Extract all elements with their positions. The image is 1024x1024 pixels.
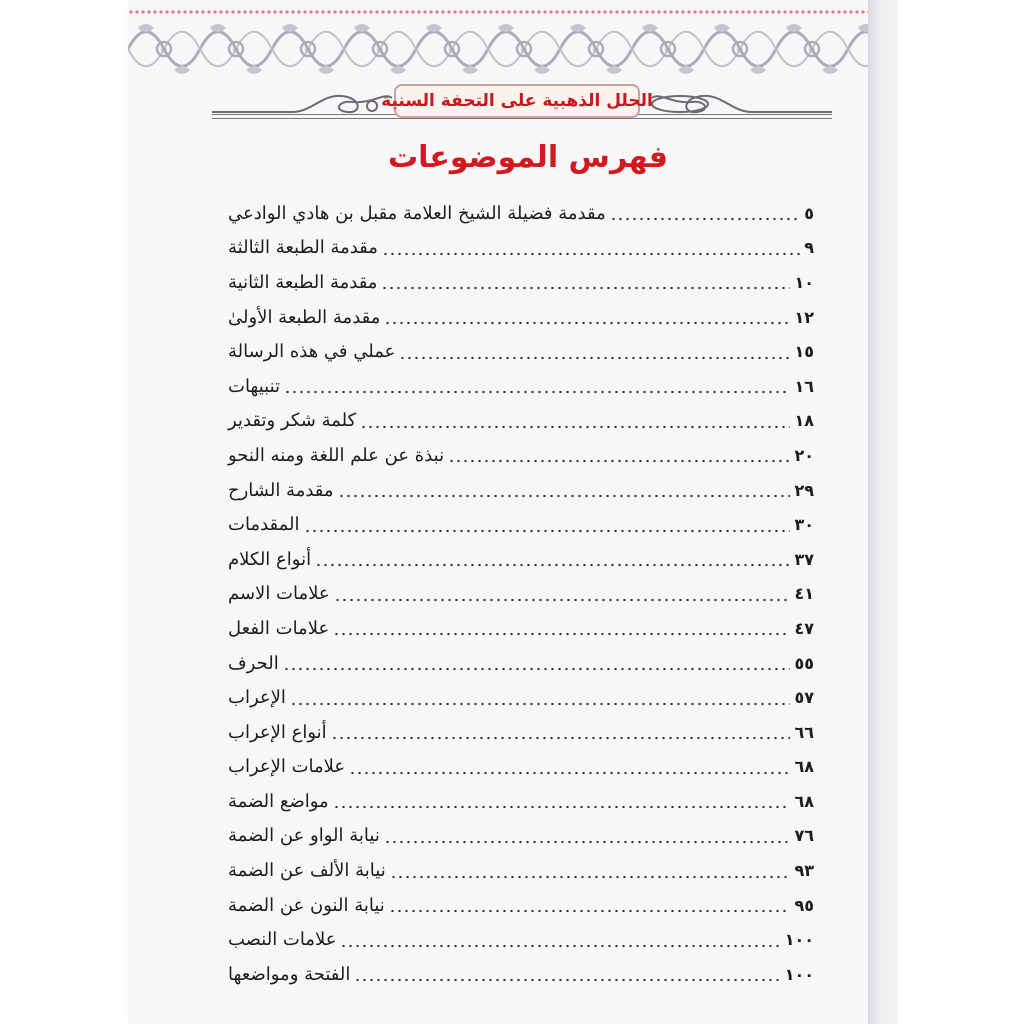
toc-entry-page: ٦٨ [794,757,814,777]
toc-leader-dots [315,550,790,568]
toc-entry [224,819,814,854]
toc-entry [224,438,814,473]
toc-entry-label: مقدمة الشارح [228,479,334,501]
toc-entry [224,646,814,681]
toc-entry-label: عملي في هذه الرسالة [228,341,396,363]
toc-entry-label: علامات الفعل [228,617,330,639]
toc-entry-page: ٥٧ [794,688,814,708]
toc-entry [224,507,814,542]
toc-entry-page: ٩٥ [794,895,814,915]
toc-leader-dots [338,481,791,499]
running-title-box [381,84,653,118]
toc-entry [224,300,814,335]
toc-entry [224,957,814,992]
toc-entry-page: ١٠ [794,272,814,292]
ornamental-header-band [128,0,868,90]
toc-entry-label: أنواع الإعراب [228,721,327,743]
toc-leader-dots [290,689,791,707]
toc-entry [224,577,814,612]
toc-entry-page: ٢٩ [794,480,814,500]
toc-leader-dots [399,343,790,361]
toc-entry-label: الإعراب [228,687,286,709]
toc-entry-label: مواضع الضمة [228,790,329,812]
toc-entry [224,922,814,957]
toc-entry-label: الفتحة ومواضعها [228,963,351,985]
toc-entry-label: علامات الإعراب [228,756,346,778]
toc-leader-dots [382,239,800,257]
toc-entry [224,542,814,577]
toc-leader-dots [384,308,790,326]
toc-leader-dots [331,723,791,741]
toc-entry-label: المقدمات [228,514,300,536]
toc-entry-label: كلمة شكر وتقدير [228,410,357,432]
toc-entry [224,265,814,300]
toc-list [224,196,814,992]
toc-leader-dots [284,377,790,395]
toc-leader-dots [304,516,791,534]
toc-entry-page: ٩ [804,238,814,258]
toc-leader-dots [333,792,791,810]
toc-leader-dots [390,862,791,880]
toc-entry [224,611,814,646]
toc-entry-label: أنواع الكلام [228,548,312,570]
toc-entry-page: ٦٦ [794,722,814,742]
toc-entry-page: ٧٦ [794,826,814,846]
toc-entry [224,853,814,888]
toc-entry-label: الحرف [228,652,279,674]
toc-leader-dots [381,273,790,291]
toc-entry-label: مقدمة فضيلة الشيخ العلامة مقبل بن هادي الوادعي [228,202,606,224]
adjacent-page-edge [868,0,898,1024]
toc-leader-dots [333,619,790,637]
toc-entry [224,404,814,439]
toc-leader-dots [283,654,791,672]
toc-entry-label: مقدمة الطبعة الأولىٰ [228,306,381,328]
toc-entry [224,231,814,266]
toc-leader-dots [610,204,800,222]
toc-entry [224,196,814,231]
toc-entry-page: ١٥ [794,342,814,362]
toc-entry-page: ١٦ [794,376,814,396]
toc-entry-label: نيابة الواو عن الضمة [228,825,380,847]
toc-title: فهرس الموضوعات [387,140,669,175]
toc-entry-page: ٤١ [794,584,814,604]
toc-leader-dots [334,585,791,603]
toc-leader-dots [384,827,791,845]
toc-entry-page: ٤٧ [794,618,814,638]
toc-entry [224,784,814,819]
toc-entry-page: ٥٥ [794,653,814,673]
toc-entry-page: ١٨ [794,411,814,431]
toc-entry-page: ٢٠ [794,445,814,465]
toc-entry-label: تنبيهات [228,375,281,397]
toc-entry-label: مقدمة الطبعة الثانية [228,271,378,293]
toc-leader-dots [354,965,780,983]
toc-entry-page: ١٠٠ [784,930,814,950]
toc-entry [224,715,814,750]
toc-entry-page: ٦٨ [794,791,814,811]
toc-entry [224,369,814,404]
toc-entry [224,680,814,715]
toc-leader-dots [340,931,780,949]
toc-entry-label: علامات الاسم [228,583,330,605]
toc-entry-page: ٣٠ [794,515,814,535]
toc-entry-page: ٥ [804,203,814,223]
toc-entry-page: ١٢ [794,307,814,327]
toc-entry-page: ٣٧ [794,549,814,569]
toc-leader-dots [389,896,791,914]
toc-entry [224,473,814,508]
toc-entry-label: نبذة عن علم اللغة ومنه النحو [228,444,445,466]
toc-entry-label: نيابة الألف عن الضمة [228,860,386,882]
toc-entry-label: علامات النصب [228,929,337,951]
toc-entry-page: ١٠٠ [784,964,814,984]
toc-entry-page: ٩٣ [794,861,814,881]
toc-entry [224,334,814,369]
toc-entry [224,750,814,785]
toc-leader-dots [349,758,790,776]
toc-leader-dots [448,446,790,464]
book-page [128,0,868,1024]
toc-entry-label: نيابة النون عن الضمة [228,894,385,916]
toc-entry-label: مقدمة الطبعة الثالثة [228,237,378,259]
toc-entry [224,888,814,923]
toc-leader-dots [360,412,790,430]
running-title: الحلل الذهبية على التحفة السنية [381,91,653,111]
